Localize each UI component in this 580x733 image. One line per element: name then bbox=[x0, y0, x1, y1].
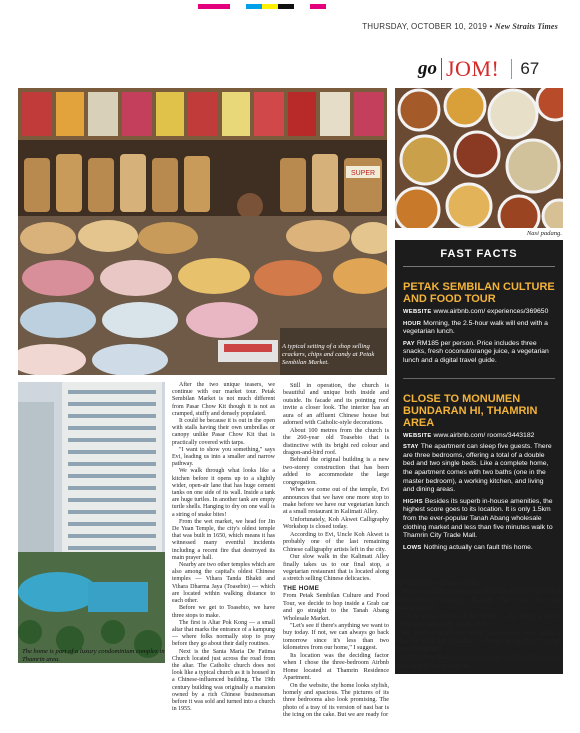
date-text: THURSDAY, OCTOBER 10, 2019 • bbox=[362, 22, 493, 31]
article-column-1 bbox=[172, 382, 275, 713]
paragraph: So the three packets of custard buns on the coffee-tea tray come as a pleasant surprise. bbox=[395, 654, 563, 670]
paragraph: "I want to show you something," says Evi, leading us into a smaller and narrow pathway. bbox=[172, 446, 275, 468]
facts-divider bbox=[403, 378, 555, 379]
registration-swatch bbox=[294, 4, 310, 9]
paper-name: New Straits Times bbox=[494, 22, 558, 31]
nasi-padang-photo bbox=[395, 88, 563, 228]
article-column-3 bbox=[395, 580, 563, 671]
paragraph: Next is the Santa Maria De Fatima Church located just across the road from the altar. The Catholic church does not look like a typical church as it is housed in a Chinese-influenced building. The 19th century building was originally a mansion owned by a rich Chinese businessman before it was sold and turned into a church in 1955. bbox=[172, 648, 275, 713]
tour-hour bbox=[403, 320, 555, 337]
section-header bbox=[418, 52, 558, 86]
paragraph: From the wet market, we head for Jin De Yuan Temple, the city's oldest temple that was built in 1650, which means it has witnessed many eventful incidents including a recent fire that destroyed its main prayer hall. bbox=[172, 518, 275, 561]
shop-photo-caption: A typical setting of a shop selling crackers, chips and candy at Petak Sembilan Market. bbox=[282, 343, 375, 366]
registration-swatch bbox=[262, 4, 278, 9]
fact-text: www.airbnb.com/ rooms/3443182 bbox=[433, 431, 535, 439]
shop-sign-text: SUPER bbox=[350, 170, 376, 177]
stay-heading: CLOSE TO MONUMEN BUNDARAN HI, THAMRIN AREA bbox=[403, 392, 538, 429]
section-go: go bbox=[418, 58, 437, 79]
fact-label: PAY bbox=[403, 340, 415, 347]
paragraph: On the website, the home looks stylish, homely and spacious. The pictures of its three bedrooms also look promising. The photo of a tray of its version of nasi bar is the icing on the cake. But we are ready for bbox=[283, 681, 389, 719]
registration-swatch bbox=[310, 4, 326, 9]
tour-heading: PETAK SEMBILAN CULTURE AND FOOD TOUR bbox=[403, 281, 555, 305]
article-column-2 bbox=[283, 382, 389, 719]
paragraph: My heart is won over when home-owner Stev asked us what we want for breakfast — bread or noodles? Hmmm, there's breakfast! bbox=[395, 629, 563, 653]
fact-label: LOWS bbox=[403, 544, 422, 551]
paragraph: Unfortunately, Koh Akwet Calligraphy Workshop is closed today. bbox=[283, 515, 389, 531]
condominium-illustration bbox=[18, 382, 165, 663]
subheading-the-home: THE HOME bbox=[283, 584, 320, 592]
paragraph: About 100 metres from the church is the 260-year old Toasebio that is distinctive with its bright red colour and dragon-and-bird roof. bbox=[283, 426, 389, 456]
market-shop-photo bbox=[18, 88, 387, 375]
dateline bbox=[362, 22, 558, 31]
fact-text: Besides its superb in-house amenities, the highest score goes to its location. It is only 1.5km from the ever-popular Tanah Abang wholesale clothing market and less than five minutes walk to Thamrin City Trade Mall. bbox=[403, 497, 553, 540]
paragraph: Its location was the deciding factor when I chose the three-bedroom Airbnb Home located at Thamrin Residence Apartment. bbox=[283, 651, 389, 682]
registration-strip bbox=[198, 4, 326, 9]
paragraph: We walk through what looks like a kitchen before it opens up to a slightly wider, open-air lane that has huge cement tanks on one side of its wall. Inside a tank are huge turtles. In another tank are empty turtle shells. Hanging to dry on one wall is a string of snake bites! bbox=[172, 468, 275, 518]
paragraph: Our slow walk in the Kalimati Alley finally takes us to our final stop, a vegetarian restaurant that is located along a stretch selling Chinese delicacies. bbox=[283, 553, 389, 583]
fact-text: www.airbnb.com/ experiences/369650 bbox=[433, 308, 549, 315]
fact-text: Morning, the 2.5-hour walk will end with a vegetarian lunch. bbox=[403, 319, 548, 336]
fact-label: HIGHS bbox=[403, 498, 423, 505]
fact-text: RM185 per person. Price includes three snacks, fresh coconut/orange juice, a vegetarian lunch and a digital travel guide. bbox=[403, 339, 549, 364]
registration-swatch bbox=[246, 4, 262, 9]
paragraph: According to Evi, Uncle Koh Akwet is probably one of the last remaining Chinese calligraphy artists left in the city. bbox=[283, 530, 389, 553]
tour-website bbox=[403, 308, 555, 317]
fact-label: STAY bbox=[403, 444, 419, 451]
section-jom: JOM! bbox=[446, 56, 500, 81]
food-photo-caption: Nasi padang. bbox=[526, 230, 562, 237]
paragraph: After the two unique teasers, we continue with our market tour. Petak Sembilan Market is not much different from Pasar Chow Kit though it is not as cramped, stuffy and densely populated. bbox=[172, 382, 275, 417]
fact-label: WEBSITE bbox=[403, 432, 432, 439]
fact-text: The apartment can sleep five guests. There are three bedrooms, offering a total of a double bed and two single beds. Like a complete home, the apartment comes with two baths (one in the master bedroom), a working kitchen, and living and dining areas. bbox=[403, 443, 552, 494]
page-number: 67 bbox=[511, 59, 539, 79]
condominium-photo bbox=[18, 382, 165, 663]
paragraph: any surprises — photos can lie. bbox=[395, 580, 481, 587]
paragraph: Before we get to Toasebio, we have three stops to make. bbox=[172, 605, 275, 619]
paragraph: When we finally checked in, the home surprised us with its picture-perfect settings. Exactly like how it's been photographed! bbox=[395, 588, 564, 612]
paragraph: "Let's see if there's anything we want to buy today. If not, we can always go back tomorrow since it's less than two kilometres from our home," I suggest. bbox=[283, 622, 389, 652]
paragraph: Nearby are two other temples which are also among the capital's oldest Chinese temples — Vihara Tanda Bhakti and Vihara Dharma Jaya (Toasebio) — which are located within walking distance to each other. bbox=[172, 562, 275, 605]
stay-lows bbox=[403, 544, 555, 553]
registration-swatch bbox=[214, 4, 230, 9]
registration-swatch bbox=[230, 4, 246, 9]
fast-facts-title: FAST FACTS bbox=[403, 248, 555, 267]
paragraph: The first is Altar Pok Kong — a small altar that marks the entrance of a kampung — where folks normally stop to pray before they go about their daily routines. bbox=[172, 619, 275, 648]
fact-text: Nothing actually can fault this home. bbox=[423, 543, 533, 551]
paragraph: Behind the original building is a new two-storey construction that has been added to accommodate the large congregation. bbox=[283, 456, 389, 486]
condo-photo-caption: The home is part of a luxury condominium complex in Thamrin area. bbox=[22, 648, 165, 663]
tour-pay bbox=[403, 340, 555, 366]
section-divider bbox=[441, 58, 442, 80]
paragraph: When we come out of the temple, Evi announces that we have one more stop to make before we have our vegetarian lunch at a small restaurant in Kalimati Alley. bbox=[283, 486, 389, 516]
registration-swatch bbox=[198, 4, 214, 9]
market-shop-illustration bbox=[18, 88, 387, 375]
nasi-padang-illustration bbox=[395, 88, 563, 228]
paragraph: I love every corner of the home — the living area, the rooms and especially, the kitchen. bbox=[395, 613, 563, 629]
fact-label: HOUR bbox=[403, 320, 422, 327]
stay-details bbox=[403, 443, 555, 495]
paragraph: Still in operation, the church is beautiful and unique both inside and outside. Its facade and its pointing roof invite a closer look. The interior has an aura of an affluent Chinese house but adorned with Catholic-style decorations. bbox=[283, 382, 389, 427]
fact-label: WEBSITE bbox=[403, 309, 432, 315]
paragraph: From Petak Sembilan Culture and Food Tour, we decide to hop inside a Grab car and go straight to the Tanah Abang Wholesale Market. bbox=[283, 592, 389, 622]
stay-website bbox=[403, 432, 555, 441]
registration-swatch bbox=[278, 4, 294, 9]
stay-highs bbox=[403, 498, 555, 541]
paragraph: It could be because it is out in the open with stalls having their own umbrellas or canopy unlike Pasar Chow Kit that is practically covered with tarps. bbox=[172, 418, 275, 446]
